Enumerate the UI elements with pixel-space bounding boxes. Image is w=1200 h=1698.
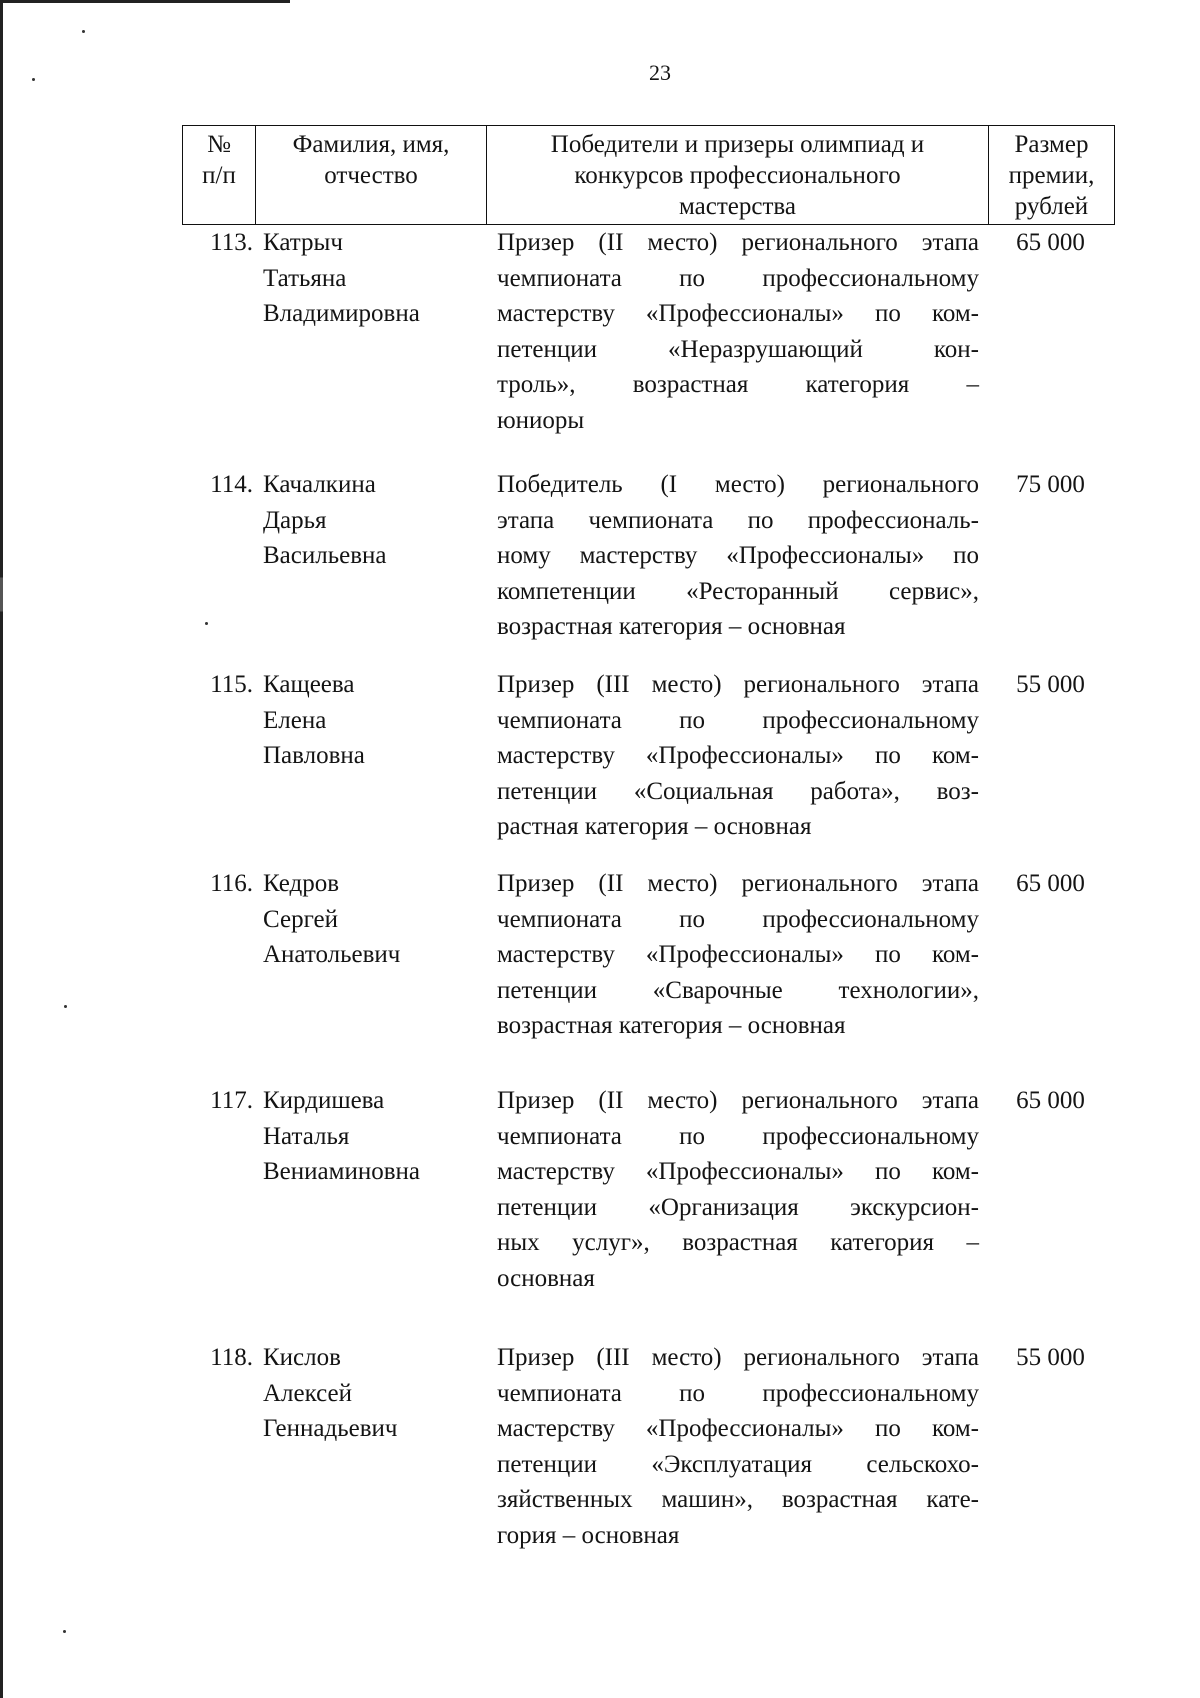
scan-speck [63,1630,66,1633]
scan-edge-top [0,0,290,3]
row-prize-amount: 65 000 [1016,1087,1085,1114]
desc-line: ных услуг», возрастная категория – [497,1229,979,1256]
first-name: Татьяна [263,264,347,292]
first-name: Наталья [263,1122,350,1150]
table-row [182,866,1115,1044]
table-row [182,667,1115,845]
first-name: Алексей [263,1379,353,1407]
row-number: 118. [210,1344,253,1371]
desc-line: петенции «Сварочные технологии», [497,976,979,1004]
header-number: № п/п [183,126,256,224]
first-name: Елена [263,706,327,734]
patronymic: Анатольевич [263,941,401,968]
surname: Кащеева [263,671,355,698]
desc-line: мастерству «Профессионалы» по ком- [497,742,979,769]
table-row [182,1083,1115,1296]
first-name: Дарья [263,506,327,534]
surname: Кирдишева [263,1087,385,1114]
desc-line: Победитель (I место) регионального [497,471,979,498]
surname: Катрыч [263,229,343,256]
desc-line: петенции «Неразрушающий кон- [497,335,979,363]
desc-line: компетенции «Ресторанный сервис», [497,577,979,605]
desc-line: Призер (II место) регионального этапа [497,1087,979,1114]
first-name: Сергей [263,905,338,933]
header-full-name: Фамилия, имя, отчество [256,126,487,224]
page-number: 23 [649,60,671,85]
desc-line: юниоры [497,406,585,434]
desc-line: мастерству «Профессионалы» по ком- [497,1415,979,1442]
desc-line: Призер (II место) регионального этапа [497,870,979,897]
row-full-name [255,866,486,1044]
desc-line: чемпионата по профессиональному [497,706,979,734]
surname: Качалкина [263,471,376,498]
desc-line: мастерству «Профессионалы» по ком- [497,1158,979,1185]
scan-speck [64,1005,67,1008]
row-full-name [255,1083,486,1296]
desc-line: мастерству «Профессионалы» по ком- [497,300,979,327]
scan-speck [82,30,85,33]
table-row [182,467,1115,645]
desc-line: растная категория – основная [497,813,812,840]
row-number: 114. [210,471,253,498]
row-number: 117. [210,1087,253,1114]
desc-line: этапа чемпионата по профессиональ- [497,506,979,534]
desc-line: петенции «Организация экскурсион- [497,1193,979,1221]
desc-line: возрастная категория – основная [497,1012,846,1039]
desc-line: чемпионата по профессиональному [497,905,979,933]
desc-line: Призер (II место) регионального этапа [497,229,979,256]
desc-line: гория – основная [497,1521,680,1549]
row-full-name [255,1340,486,1553]
patronymic: Владимировна [263,300,420,327]
row-achievement [486,1083,988,1296]
row-number: 115. [210,671,253,698]
row-achievement [486,667,988,845]
desc-line: Призер (III место) регионального этапа [497,1344,979,1371]
row-full-name [255,467,486,645]
table-header [182,125,1115,225]
row-achievement [486,866,988,1044]
scan-edge-left [0,0,3,1698]
header-achievement: Победители и призеры олимпиад и конкурсов профессионального мастерства [487,126,989,224]
row-prize-amount: 65 000 [1016,229,1085,256]
desc-line: троль», возрастная категория – [497,371,979,398]
row-number: 116. [210,870,253,897]
desc-line: чемпионата по профессиональному [497,1379,979,1407]
desc-line: ному мастерству «Профессионалы» по [497,542,979,569]
row-number: 113. [210,229,253,256]
desc-line: петенции «Социальная работа», воз- [497,777,979,805]
row-prize-amount: 65 000 [1016,870,1085,897]
patronymic: Васильевна [263,542,387,569]
patronymic: Вениаминовна [263,1158,420,1185]
header-prize-amount: Размер премии, рублей [1008,131,1095,220]
patronymic: Павловна [263,742,365,769]
desc-line: зяйственных машин», возрастная кате- [497,1486,979,1513]
desc-line: основная [497,1264,595,1292]
row-achievement [486,1340,988,1553]
desc-line: возрастная категория – основная [497,613,846,640]
row-full-name [255,667,486,845]
row-prize-amount: 55 000 [1016,671,1085,698]
surname: Кислов [263,1344,341,1371]
row-full-name [255,225,486,438]
surname: Кедров [263,870,340,897]
row-achievement [486,225,988,438]
desc-line: петенции «Эксплуатация сельскохо- [497,1450,979,1478]
row-prize-amount: 55 000 [1016,1344,1085,1371]
desc-line: мастерству «Профессионалы» по ком- [497,941,979,968]
table-row [182,225,1115,438]
desc-line: Призер (III место) регионального этапа [497,671,979,698]
desc-line: чемпионата по профессиональному [497,264,979,292]
row-prize-amount: 75 000 [1016,471,1085,498]
row-achievement [486,467,988,645]
desc-line: чемпионата по профессиональному [497,1122,979,1150]
patronymic: Геннадьевич [263,1415,398,1442]
table-row [182,1340,1115,1553]
